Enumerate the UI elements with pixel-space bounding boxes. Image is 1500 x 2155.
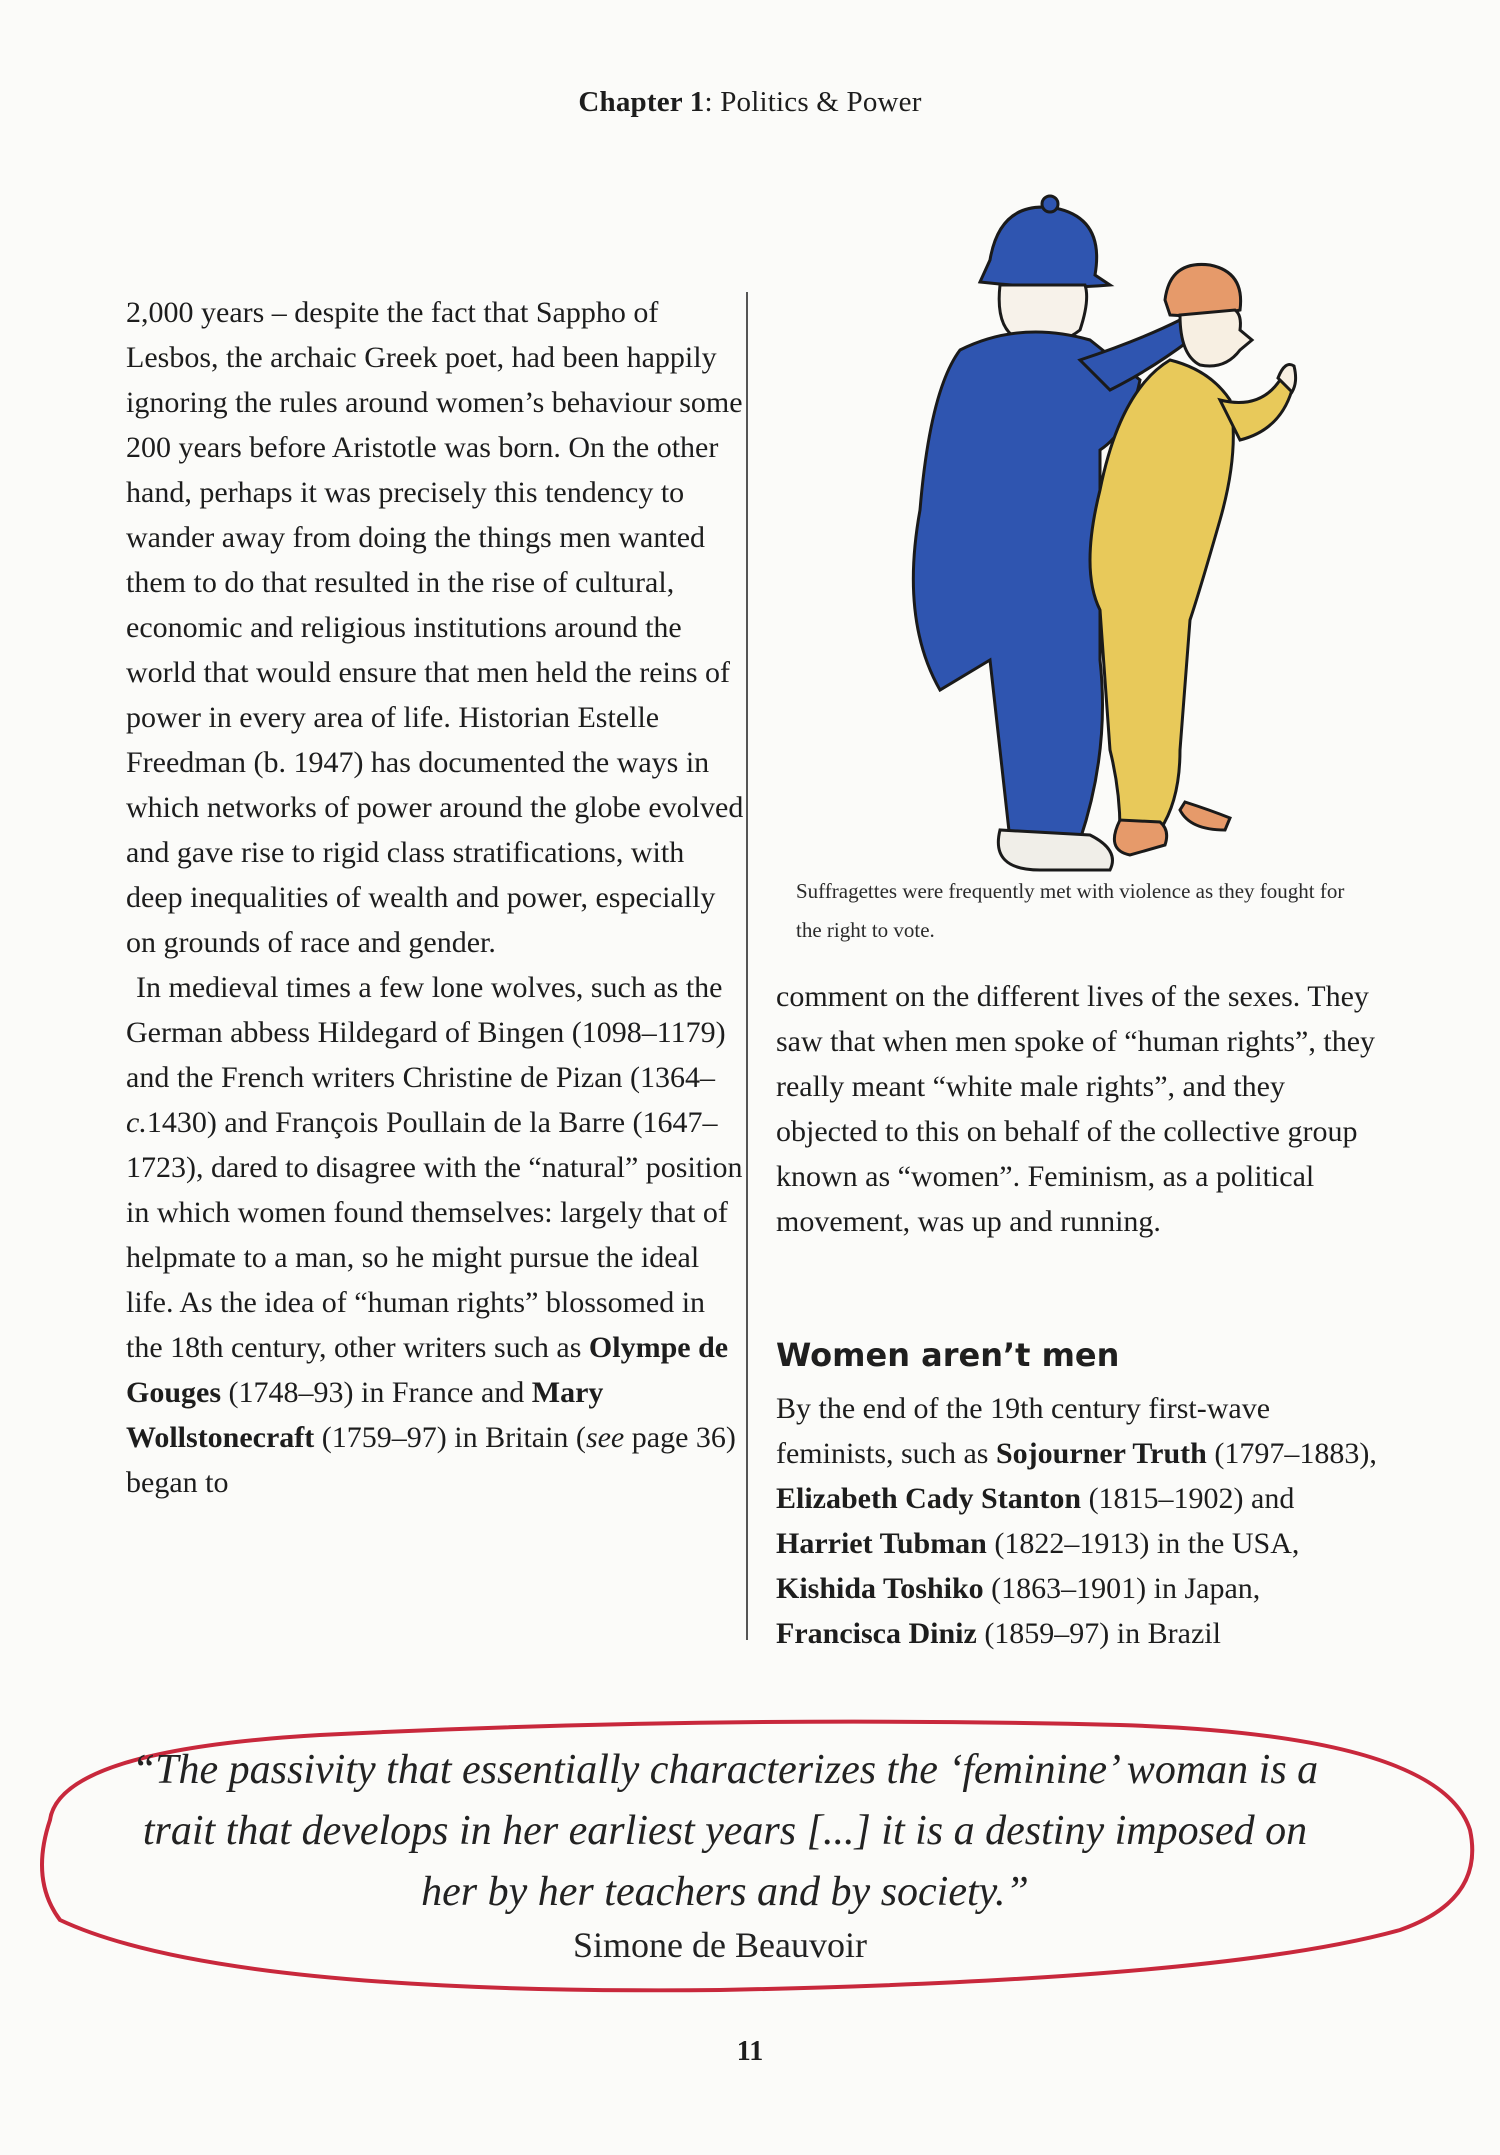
right-column — [776, 974, 1386, 1244]
right-paragraph-1 — [776, 974, 1386, 1244]
text-run: (1759–97) in Britain ( — [314, 1421, 586, 1454]
text-run: In medieval times a few lone wolves, such as the German abbess Hildegard of Bingen (1098–1179) and the French writers Christine de Pizan (1364– — [126, 971, 726, 1094]
bold-name: Sojourner Truth — [995, 1437, 1207, 1470]
left-paragraph-2 — [126, 965, 746, 1505]
pull-quote: “The passivity that essentially characterizes the ‘feminine’ woman is a trait that develops in her earliest years [...] it is a destiny imposed on her by her teachers and by society.” — [131, 1747, 1319, 1915]
text-run: (1748–93) in France and — [221, 1376, 532, 1409]
text-run: (1822–1913) in the USA, — [986, 1527, 1300, 1560]
suffragette-hat — [1165, 264, 1241, 315]
text-run: page 36) began to — [126, 1421, 736, 1499]
figure-caption: Suffragettes were frequently met with violence as they fought for the right to vote. — [796, 879, 1345, 942]
column-divider — [746, 292, 748, 1640]
italic-text: see — [585, 1421, 625, 1454]
bold-name: Kishida Toshiko — [776, 1572, 984, 1605]
bold-name: Harriet Tubman — [776, 1527, 987, 1560]
left-paragraph-1 — [126, 290, 746, 965]
bold-name: Mary Wollstonecraft — [126, 1376, 604, 1454]
text-run: (1859–97) in Brazil — [976, 1617, 1221, 1650]
chapter-title: : Politics & Power — [704, 86, 922, 118]
suffragette-arrest-illustration — [880, 190, 1320, 880]
bold-name: Francisca Diniz — [776, 1617, 977, 1650]
text-run: 1430) and François Poullain de la Barre (1647–1723), dared to disagree with the “natural” position in which women found themselves: largely that of helpmate to a man, so he might pursue the ideal life. As the idea of “human rights” blossomed in the 18th century, other writers such as — [126, 1106, 743, 1364]
text-run: (1797–1883), — [1206, 1437, 1377, 1470]
text-run: (1863–1901) in Japan, — [983, 1572, 1261, 1605]
italic-text: c. — [126, 1106, 147, 1139]
text-run: comment on the different lives of the sexes. They saw that when men spoke of “human rights”, they really meant “white male rights”, and they objected to this on behalf of the collective group known as “women”. Feminism, as a political movement, was up and running. — [776, 980, 1376, 1238]
police-helmet — [980, 207, 1110, 287]
text-run: (1815–1902) and — [1081, 1482, 1295, 1515]
bold-name: Olympe de Gouges — [126, 1331, 729, 1409]
section-heading: Women aren’t men — [776, 1336, 1120, 1374]
text-run: By the end of the 19th century first-wave feminists, such as — [776, 1392, 1271, 1470]
chapter-label: Chapter 1 — [578, 86, 705, 118]
right-column-continued — [776, 1386, 1386, 1656]
text-run: 2,000 years – despite the fact that Sappho of Lesbos, the archaic Greek poet, had been happily ignoring the rules around women’s behaviour some 200 years before Aristotle was born. On the other hand, perhaps it was precisely this tendency to wander away from doing the things men wanted them to do that resulted in the rise of cultural, economic and religious institutions around the world that would ensure that men held the reins of power in every area of life. Historian Estelle Freedman (b. 1947) has documented the ways in which networks of power around the globe evolved and gave rise to rigid class stratifications, with deep inequalities of wealth and power, especially on grounds of race and gender. — [126, 296, 744, 959]
running-header — [0, 86, 1500, 119]
left-column — [126, 290, 746, 1505]
page-number: 11 — [736, 2036, 764, 2067]
right-paragraph-2 — [776, 1386, 1386, 1656]
quote-author: Simone de Beauvoir — [573, 1925, 867, 1965]
bold-name: Elizabeth Cady Stanton — [776, 1482, 1082, 1515]
